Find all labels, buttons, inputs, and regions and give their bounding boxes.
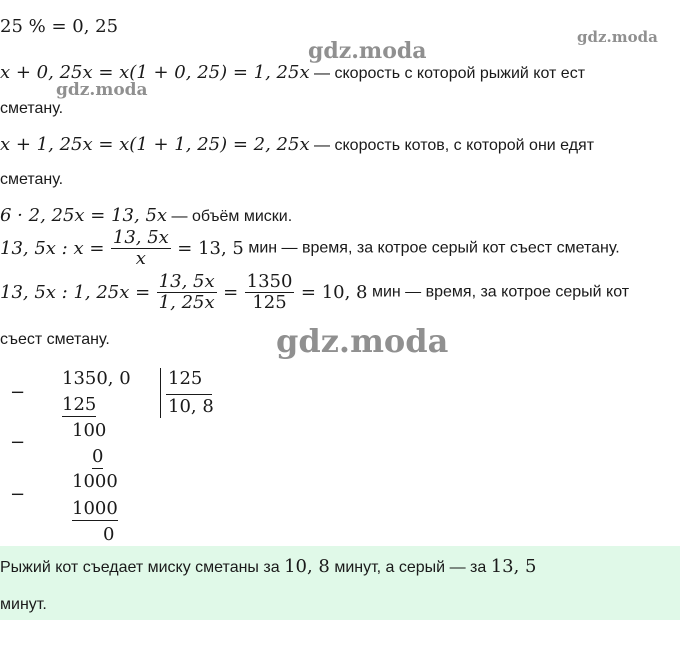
percent-line: 25 % = 0, 25 [0, 16, 119, 37]
subtrahend: 0 [92, 446, 104, 467]
fraction-numerator: 1350 [246, 271, 293, 292]
answer-text: минут, а серый — за [329, 559, 491, 576]
divisor-underline [166, 394, 212, 395]
fraction-denominator: 1, 25x [158, 292, 215, 313]
gray-cat-time-line [0, 228, 620, 269]
minus-sign: − [10, 484, 26, 505]
speed-both-cats-line [0, 134, 594, 155]
watermark: gdz.moda [308, 38, 427, 64]
fraction-numerator: 13, 5x [112, 227, 169, 248]
subtrahend: 125 [62, 394, 97, 415]
explanation-text: — объём миски. [167, 208, 293, 225]
fraction-denominator: x [135, 248, 146, 269]
divisor: 125 [168, 368, 203, 389]
answer-continuation: минут. [0, 596, 47, 613]
fraction-numerator: 13, 5x [158, 271, 215, 292]
fraction [245, 272, 295, 313]
bowl-volume-line [0, 205, 292, 226]
explanation-text: — скорость котов, с которой они едят [309, 137, 595, 154]
fraction [111, 228, 171, 269]
fraction-denominator: 125 [252, 292, 287, 313]
explanation-text: — скорость с которой рыжий кот ест [309, 65, 586, 82]
equals-sign: = [223, 282, 239, 303]
explanation-text: мин — время, за котрое серый кот [367, 283, 630, 301]
math-result: = 13, 5 [177, 238, 244, 259]
remainder: 1000 [72, 471, 118, 492]
quotient: 10, 8 [168, 396, 214, 417]
math-expression: x + 0, 25x = x(1 + 0, 25) = 1, 25x [0, 62, 310, 83]
division-bar [160, 368, 161, 418]
minus-sign: − [10, 382, 26, 403]
explanation-continuation: съест сметану. [0, 331, 110, 348]
math-expression: 13, 5x : 1, 25x = [0, 282, 151, 303]
answer-value: 10, 8 [284, 556, 330, 577]
minus-sign: − [10, 432, 26, 453]
math-expression: x + 1, 25x = x(1 + 1, 25) = 2, 25x [0, 134, 310, 155]
speed-red-cat-line [0, 62, 585, 83]
explanation-text: мин — время, за котрое серый кот съест сметану. [243, 239, 620, 257]
answer-text: Рыжий кот съедает миску сметаны за [0, 559, 285, 576]
math-result: = 10, 8 [300, 282, 368, 303]
watermark: gdz.moda [276, 322, 449, 360]
explanation-continuation: сметану. [0, 100, 64, 117]
explanation-continuation: сметану. [0, 171, 64, 188]
dividend: 1350, 0 [62, 368, 131, 389]
watermark: gdz.moda [56, 80, 148, 100]
math-expression: 13, 5x : x = [0, 238, 105, 259]
answer-value: 13, 5 [490, 556, 537, 577]
math-expression: 6 · 2, 25x = 13, 5x [0, 205, 168, 226]
subtrahend: 1000 [72, 498, 118, 519]
red-cat-time-line [0, 272, 629, 313]
answer-box [0, 546, 680, 620]
fraction [157, 272, 217, 313]
remainder: 100 [72, 420, 107, 441]
final-remainder: 0 [103, 524, 115, 545]
watermark: gdz.moda [577, 28, 658, 46]
answer-line [0, 556, 537, 577]
